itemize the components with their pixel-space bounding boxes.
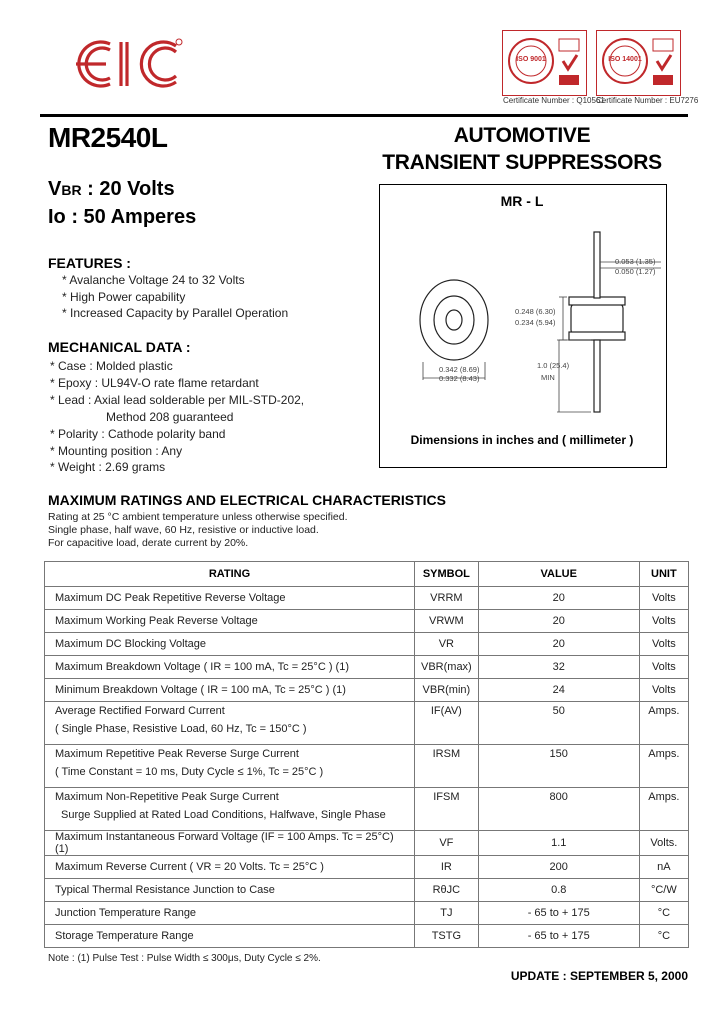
table-row: Typical Thermal Resistance Junction to Case RθJC 0.8 °C/W	[45, 879, 689, 902]
table-row: Storage Temperature Range TSTG - 65 to + 175 °C	[45, 925, 689, 948]
ratings-note: Single phase, half wave, 60 Hz, resistive or inductive load.	[48, 524, 319, 536]
mech-item: * Mounting position : Any	[50, 444, 183, 458]
dim-lead-max: 0.053 (1.35)	[615, 257, 656, 266]
mech-item: Method 208 guaranteed	[106, 410, 234, 424]
feature-item: * Increased Capacity by Parallel Operation	[62, 306, 289, 320]
table-row: Maximum Non-Repetitive Peak Surge Current Surge Supplied at Rated Load Conditions, Halfwave, Single Phase IFSM 800 Amps.	[45, 788, 689, 831]
ratings-note: Rating at 25 °C ambient temperature unless otherwise specified.	[48, 511, 348, 523]
mech-item: * Case : Molded plastic	[50, 359, 173, 373]
table-row: Average Rectified Forward Current ( Single Phase, Resistive Load, 60 Hz, Tc = 150°C ) IF(AV) 50 Amps.	[45, 702, 689, 745]
cert1-number: Certificate Number : Q10561	[503, 96, 605, 105]
mech-item: * Weight : 2.69 grams	[50, 460, 166, 474]
svg-text:EIC: EIC	[66, 97, 70, 99]
mechanical-heading: MECHANICAL DATA :	[48, 339, 191, 355]
cert2-number: Certificate Number : EU7276	[596, 96, 699, 105]
footnote: Note : (1) Pulse Test : Pulse Width ≤ 300μs, Duty Cycle ≤ 2%.	[48, 953, 321, 964]
ratings-table	[44, 561, 689, 948]
iso-9001-badge	[502, 30, 587, 96]
col-value: VALUE	[478, 562, 639, 587]
col-rating: RATING	[45, 562, 415, 587]
header-rule	[40, 114, 688, 117]
dim-length: 1.0 (25.4)	[537, 361, 570, 370]
table-row: Maximum Repetitive Peak Reverse Surge Current ( Time Constant = 10 ms, Duty Cycle ≤ 1%, Tc = 25°C ) IRSM 150 Amps.	[45, 745, 689, 788]
mech-item: * Polarity : Cathode polarity band	[50, 427, 226, 441]
vbr-spec: VBR : 20 Volts	[48, 178, 175, 200]
package-drawing	[379, 184, 665, 466]
table-row: Maximum Reverse Current ( VR = 20 Volts. Tc = 25°C ) IR 200 nA	[45, 856, 689, 879]
features-heading: FEATURES :	[48, 255, 131, 271]
col-unit: UNIT	[639, 562, 688, 587]
col-symbol: SYMBOL	[415, 562, 479, 587]
table-row: Maximum DC Blocking Voltage VR 20 Volts	[45, 633, 689, 656]
dim-body-min: 0.234 (5.94)	[515, 318, 556, 327]
io-spec: Io : 50 Amperes	[48, 206, 197, 228]
mech-item: * Epoxy : UL94V-O rate flame retardant	[50, 376, 259, 390]
cert1-label: ISO 9001	[516, 56, 546, 63]
table-row: Minimum Breakdown Voltage ( IR = 100 mA, Tc = 25°C ) (1) VBR(min) 24 Volts	[45, 679, 689, 702]
feature-item: * High Power capability	[62, 290, 186, 304]
package-name: MR - L	[500, 193, 544, 209]
cert2-label: ISO 14001	[608, 56, 642, 63]
dim-min: MIN	[541, 373, 555, 382]
mech-item: * Lead : Axial lead solderable per MIL-STD-202,	[50, 393, 305, 407]
table-row: Maximum Instantaneous Forward Voltage (IF = 100 Amps. Tc = 25°C) (1) VF 1.1 Volts.	[45, 831, 689, 856]
dim-lead-min: 0.050 (1.27)	[615, 267, 656, 276]
title-line1: AUTOMOTIVE	[453, 124, 591, 147]
ratings-note: For capacitive load, derate current by 20%.	[48, 537, 249, 549]
iso-14001-badge	[596, 30, 681, 96]
dim-dia-min: 0.332 (8.43)	[439, 374, 480, 383]
dimensions-caption: Dimensions in inches and ( millimeter )	[410, 433, 634, 447]
table-row: Junction Temperature Range TJ - 65 to + 175 °C	[45, 902, 689, 925]
feature-item: * Avalanche Voltage 24 to 32 Volts	[62, 273, 245, 287]
ratings-heading: MAXIMUM RATINGS AND ELECTRICAL CHARACTERISTICS	[48, 492, 446, 508]
title-line2: TRANSIENT SUPPRESSORS	[382, 151, 662, 174]
dim-body-max: 0.248 (6.30)	[515, 307, 556, 316]
table-row: Maximum Working Peak Reverse Voltage VRWM 20 Volts	[45, 610, 689, 633]
dim-dia-max: 0.342 (8.69)	[439, 365, 480, 374]
part-number: MR2540L	[48, 122, 168, 153]
table-row: Maximum DC Peak Repetitive Reverse Voltage VRRM 20 Volts	[45, 587, 689, 610]
table-row: Maximum Breakdown Voltage ( IR = 100 mA, Tc = 25°C ) (1) VBR(max) 32 Volts	[45, 656, 689, 679]
update-date: UPDATE : SEPTEMBER 5, 2000	[510, 969, 688, 983]
eic-logo	[66, 38, 184, 99]
